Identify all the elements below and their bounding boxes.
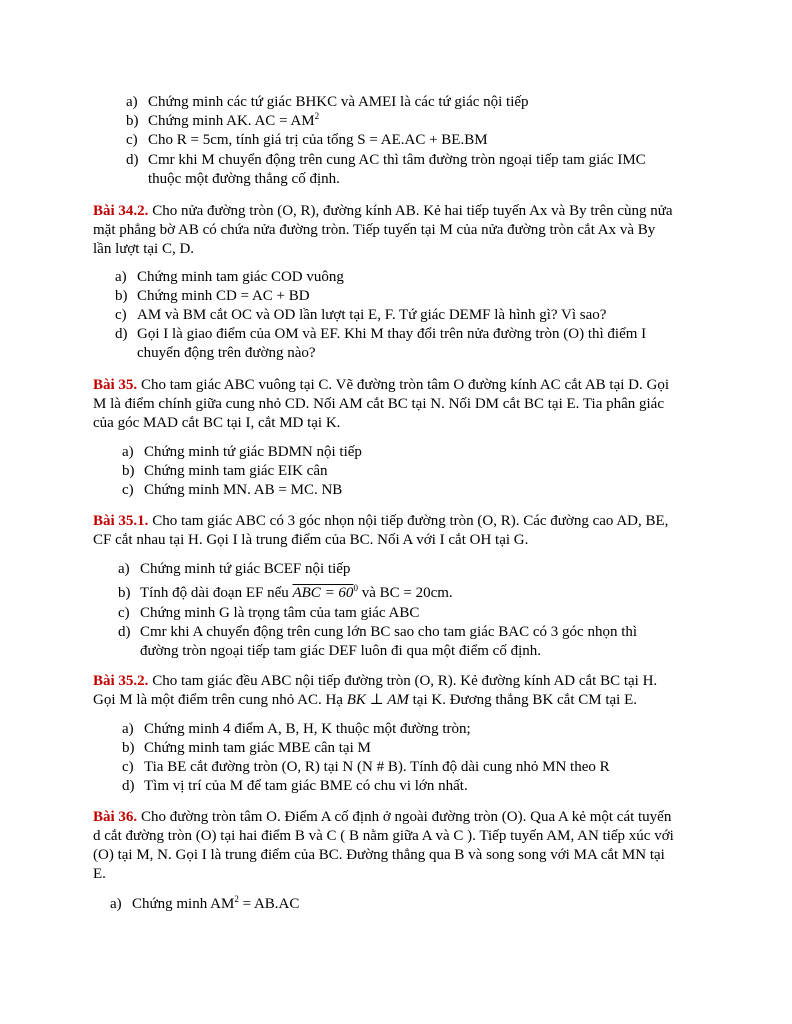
list-item: a) Chứng minh tứ giác BCEF nội tiếp: [118, 561, 351, 577]
paragraph-line: E.: [93, 866, 106, 882]
list-item: b) Chứng minh tam giác MBE cân tại M: [122, 740, 371, 756]
problem-title: Bài 35.1.: [93, 513, 149, 529]
list-item: b) Chứng minh tam giác EIK cân: [122, 463, 328, 479]
list-item-continuation: đường tròn ngoại tiếp tam giác DEF luôn đi qua một điểm cố định.: [140, 643, 542, 659]
list-item: d) Cmr khi M chuyển động trên cung AC thì tâm đường tròn ngoại tiếp tam giác IMC: [126, 152, 646, 168]
math-perpendicular-expression: BK ⊥ AM: [346, 692, 409, 708]
problem-title: Bài 36.: [93, 809, 138, 825]
list-item: d) Tìm vị trí của M để tam giác BME có chu vi lớn nhất.: [122, 778, 468, 794]
list-item-continuation: chuyển động trên đường nào?: [137, 345, 316, 361]
paragraph-line: của góc MAD cắt BC tại I, cắt MD tại K.: [93, 415, 341, 431]
paragraph-line: CF cắt nhau tại H. Gọi I là trung điểm của BC. Nối A với I cắt OH tại G.: [93, 532, 529, 548]
list-item: a) Chứng minh 4 điểm A, B, H, K thuộc một đường tròn;: [122, 721, 471, 737]
paragraph-line: M là điểm chính giữa cung nhỏ CD. Nối AM cắt BC tại N. Nối DM cắt BC tại E. Tia phân giác: [93, 396, 664, 412]
math-angle-expression: ABC = 60: [292, 585, 354, 601]
list-item: a) Chứng minh tam giác COD vuông: [115, 269, 344, 285]
list-item: a) Chứng minh $AM^2 = AB.AC$: [110, 894, 300, 912]
list-item: c) Cho R = 5cm, tính giá trị của tổng S = AE.AC + BE.BM: [126, 132, 488, 148]
paragraph-line: mặt phẳng bờ AB có chứa nửa đường tròn. Tiếp tuyến tại M của nửa đường tròn cắt Ax và By: [93, 222, 656, 238]
list-item: c) Tia BE cắt đường tròn (O, R) tại N (N # B). Tính độ dài cung nhỏ MN theo R: [122, 759, 610, 775]
list-item: d) Cmr khi A chuyển động trên cung lớn BC sao cho tam giác BAC có 3 góc nhọn thì: [118, 624, 638, 640]
list-item: a) Chứng minh các tứ giác BHKC và AMEI là các tứ giác nội tiếp: [126, 94, 529, 110]
problem-heading-line: Bài 35.2. Cho tam giác đều ABC nội tiếp đường tròn (O, R). Kẻ đường kính AD cắt BC tại H.: [93, 673, 658, 689]
problem-heading-line: Bài 36. Cho đường tròn tâm O. Điểm A cố định ở ngoài đường tròn (O). Qua A kẻ một cát tuyến: [93, 809, 672, 825]
paragraph-line: lần lượt tại C, D.: [93, 241, 195, 257]
problem-heading-line: Bài 34.2. Cho nửa đường tròn (O, R), đường kính AB. Kẻ hai tiếp tuyến Ax và By trên cùng nửa: [93, 203, 673, 219]
list-item: b) Chứng minh AK. AC = $AM^2$: [126, 111, 320, 129]
list-item-continuation: thuộc một đường thẳng cố định.: [148, 171, 340, 187]
problem-title: Bài 34.2.: [93, 203, 149, 219]
list-item: a) Chứng minh tứ giác BDMN nội tiếp: [122, 444, 362, 460]
list-item: d) Gọi I là giao điểm của OM và EF. Khi M thay đổi trên nửa đường tròn (O) thì điểm I: [115, 326, 647, 342]
list-item: c) Chứng minh MN. AB = MC. NB: [122, 482, 343, 498]
paragraph-line: Gọi M là một điểm trên cung nhỏ AC. Hạ BK ⊥ AM tại K. Đương thẳng BK cắt CM tại E.: [93, 692, 638, 708]
list-item: c) Chứng minh G là trọng tâm của tam giác ABC: [118, 605, 420, 621]
problem-title: Bài 35.2.: [93, 673, 149, 689]
paragraph-line: d cắt đường tròn (O) tại hai điểm B và C ( B nằm giữa A và C ). Tiếp tuyến AM, AN tiếp xúc với: [93, 828, 674, 844]
paragraph-line: (O) tại M, N. Gọi I là trung điểm của BC. Đường thẳng qua B và song song với MA cắt MN tại: [93, 847, 665, 863]
list-item: c) AM và BM cắt OC và OD lần lượt tại E, F. Tứ giác DEMF là hình gì? Vì sao?: [115, 307, 607, 323]
problem-title: Bài 35.: [93, 377, 138, 393]
problem-heading-line: Bài 35. Cho tam giác ABC vuông tại C. Vẽ đường tròn tâm O đường kính AC cắt AB tại D. Gọi: [93, 377, 670, 393]
list-item: b) Tính độ dài đoạn EF nếu ABC = $60^0$ và BC = 20cm.: [118, 583, 453, 601]
list-item: b) Chứng minh CD = AC + BD: [115, 288, 310, 304]
problem-heading-line: Bài 35.1. Cho tam giác ABC có 3 góc nhọn nội tiếp đường tròn (O, R). Các đường cao AD, BE,: [93, 513, 669, 529]
